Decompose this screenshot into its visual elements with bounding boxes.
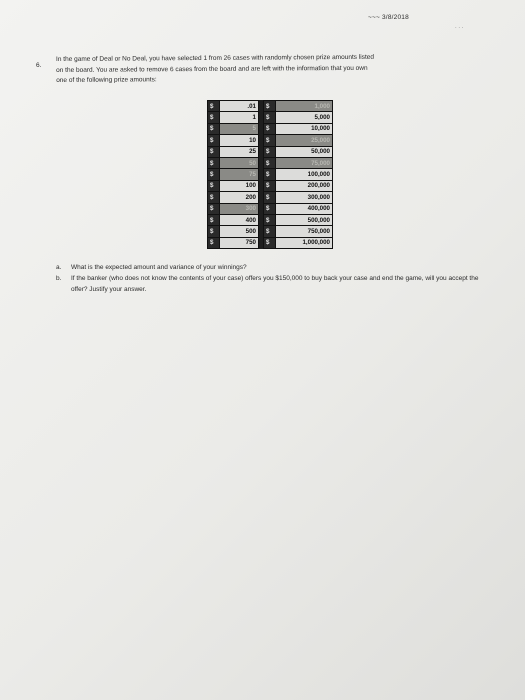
dollar-sign: $ [208,192,220,203]
board-row [208,226,333,237]
dollar-sign: $ [264,112,276,123]
dollar-sign: $ [208,146,220,157]
board-row [208,214,333,225]
prize-amount-left: 25 [220,146,259,157]
prize-amount-right: 1,000 [276,101,333,112]
dollar-sign: $ [208,169,220,180]
prize-amount-left: 75 [220,169,259,180]
board-row [208,112,333,123]
prize-amount-left: 1 [220,112,259,123]
board-row [208,192,333,203]
prize-amount-right: 25,000 [276,135,333,146]
question-line: In the game of Deal or No Deal, you have selected 1 from 26 cases with randomly chosen prize amounts listed [56,53,375,63]
dollar-sign: $ [264,214,276,225]
dollar-sign: $ [264,237,276,248]
sub-questions [56,262,496,295]
dollar-sign: $ [208,214,220,225]
prize-amount-left: 400 [220,214,259,225]
prize-amount-right: 1,000,000 [276,237,333,248]
question-line: on the board. You are asked to remove 6 cases from the board and are left with the information that you own [56,64,368,74]
part-a [56,262,496,273]
dollar-sign: $ [264,169,276,180]
prize-amount-left: 5 [220,123,259,134]
dollar-sign: $ [208,203,220,214]
part-label: b. [56,275,62,282]
prize-amount-right: 100,000 [276,169,333,180]
prize-amount-left: 100 [220,180,259,191]
prize-amount-left: 50 [220,157,259,168]
date-stamp: ~~~ 3/8/2018 [368,14,409,21]
question-line: one of the following prize amounts: [56,76,157,84]
dollar-sign: $ [264,203,276,214]
part-text: What is the expected amount and variance of your winnings? [71,264,247,271]
prize-board [207,100,333,249]
board-row [208,157,333,168]
dollar-sign: $ [264,192,276,203]
dollar-sign: $ [264,157,276,168]
board-row [208,123,333,134]
prize-amount-right: 500,000 [276,214,333,225]
prize-amount-left: 500 [220,226,259,237]
dollar-sign: $ [208,101,220,112]
prize-amount-left: .01 [220,101,259,112]
prize-amount-right: 5,000 [276,112,333,123]
dollar-sign: $ [208,226,220,237]
dollar-sign: $ [264,226,276,237]
board-row [208,203,333,214]
corner-dots: . . . [455,24,464,30]
board-row [208,135,333,146]
question-text [56,52,486,87]
prize-amount-right: 50,000 [276,146,333,157]
dollar-sign: $ [208,157,220,168]
part-b [56,273,496,295]
dollar-sign: $ [264,146,276,157]
question-number: 6. [36,62,42,69]
prize-amount-right: 750,000 [276,226,333,237]
dollar-sign: $ [264,135,276,146]
prize-amount-right: 75,000 [276,157,333,168]
dollar-sign: $ [264,123,276,134]
dollar-sign: $ [208,123,220,134]
board-row [208,169,333,180]
dollar-sign: $ [208,112,220,123]
dollar-sign: $ [208,237,220,248]
board-row [208,237,333,248]
prize-amount-right: 200,000 [276,180,333,191]
dollar-sign: $ [264,101,276,112]
board-row [208,146,333,157]
part-text: If the banker (who does not know the contents of your case) offers you $150,000 to buy back your case and end the game, will you accept the offer? Justify your answer. [71,275,479,293]
prize-amount-left: 300 [220,203,259,214]
board-row [208,180,333,191]
prize-amount-left: 200 [220,192,259,203]
prize-amount-right: 400,000 [276,203,333,214]
dollar-sign: $ [208,180,220,191]
board-row [208,101,333,112]
dollar-sign: $ [208,135,220,146]
prize-amount-left: 750 [220,237,259,248]
part-label: a. [56,264,62,271]
dollar-sign: $ [264,180,276,191]
prize-amount-right: 10,000 [276,123,333,134]
prize-amount-right: 300,000 [276,192,333,203]
prize-amount-left: 10 [220,135,259,146]
